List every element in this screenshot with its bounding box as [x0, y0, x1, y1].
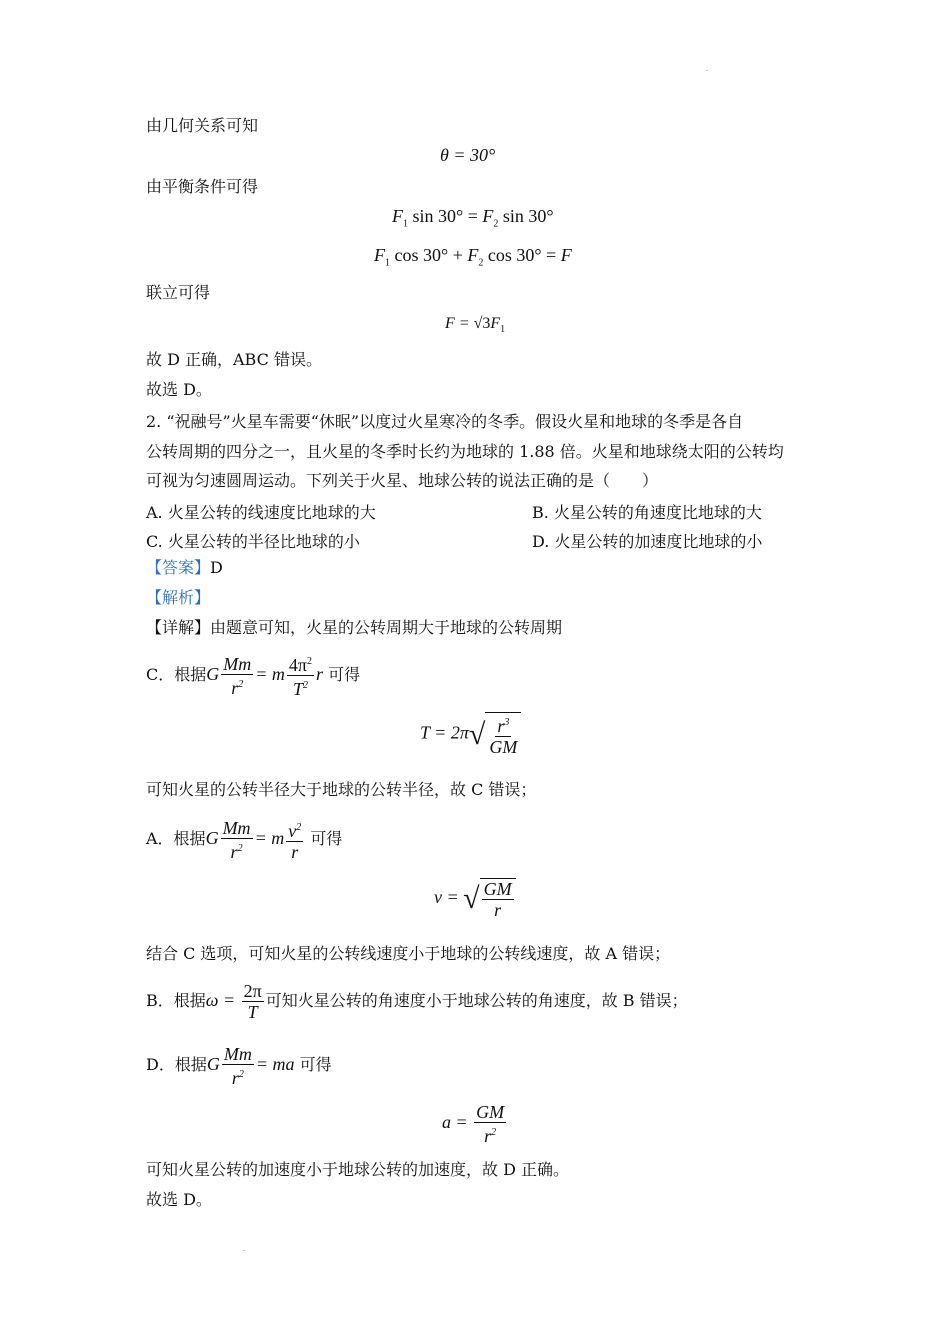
equation-result: $F = √3F_1$	[445, 315, 506, 336]
detail-line: 【详解】由题意可知，火星的公转周期大于地球的公转周期	[146, 618, 563, 637]
option-b: B. 火星公转的角速度比地球的大	[532, 503, 762, 522]
step-a: A．根据G $\frac{Mm}{r^2}$ = m $\frac{v^2}{r}$ 可得	[146, 817, 343, 862]
equation-sin-balance: $F_1$ $\sin 30^\circ = F_2$ sin 30°	[392, 206, 554, 230]
scan-dot	[706, 70, 708, 71]
answer-line	[146, 558, 223, 578]
option-d: D. 火星公转的加速度比地球的小	[532, 532, 763, 551]
equation-acceleration: a = $\frac{GM}{r^2}$	[442, 1102, 505, 1146]
step-d-conclusion: 可知火星公转的加速度小于地球公转的加速度，故 D 正确。	[146, 1160, 570, 1179]
answer-label: 【答案】	[146, 558, 211, 577]
question-line: 可视为匀速圆周运动。下列关于火星、地球公转的说法正确的是（ ）	[146, 471, 659, 490]
step-a-conclusion: 结合 C 选项，可知火星的公转线速度小于地球的公转线速度，故 A 错误；	[146, 944, 671, 963]
analysis-label: 【解析】	[146, 588, 211, 607]
text-line: 联立可得	[146, 283, 211, 302]
equation-theta: θ = 30°	[440, 145, 496, 165]
option-c: C. 火星公转的半径比地球的小	[146, 532, 360, 551]
answer-value: D	[210, 558, 223, 577]
option-a: A. 火星公转的线速度比地球的大	[146, 503, 376, 522]
step-c: C．根据G $\frac{Mm}{r^2}$ = m $\frac{4\pi^2}{T^2}$ r 可得	[146, 653, 361, 699]
equation-velocity: v = √ $\frac{GM}{r}$	[434, 878, 516, 920]
text-line: 由几何关系可知	[146, 116, 259, 135]
question-line: 2. “祝融号”火星车需要“休眠”以度过火星寒冷的冬季。假设火星和地球的冬季是各自	[146, 412, 744, 431]
equation-period: T = 2π √ $\frac{r^3}{GM}$	[420, 712, 521, 757]
step-c-conclusion: 可知火星的公转半径大于地球的公转半径，故 C 错误；	[146, 780, 537, 799]
question-line: 公转周期的四分之一，且火星的冬季时长约为地球的 1.88 倍。火星和地球绕太阳的公转均	[146, 442, 784, 461]
text-line: 故 D 正确，ABC 错误。	[146, 350, 322, 369]
step-d: D．根据G $\frac{Mm}{r^2}$ = ma 可得	[146, 1043, 332, 1088]
scan-dot	[243, 1250, 245, 1251]
text-line: 由平衡条件可得	[146, 177, 259, 196]
equation-cos-balance: $F_1$ $\cos 30^\circ + F_2$ cos 30° = F	[374, 245, 572, 269]
text-line: 故选 D。	[146, 380, 212, 399]
step-b: B．根据ω = $\frac{2\pi}{T}$ 可知火星公转的角速度小于地球公转的角速度，故 B 错误；	[146, 981, 688, 1022]
final-answer: 故选 D。	[146, 1190, 212, 1209]
